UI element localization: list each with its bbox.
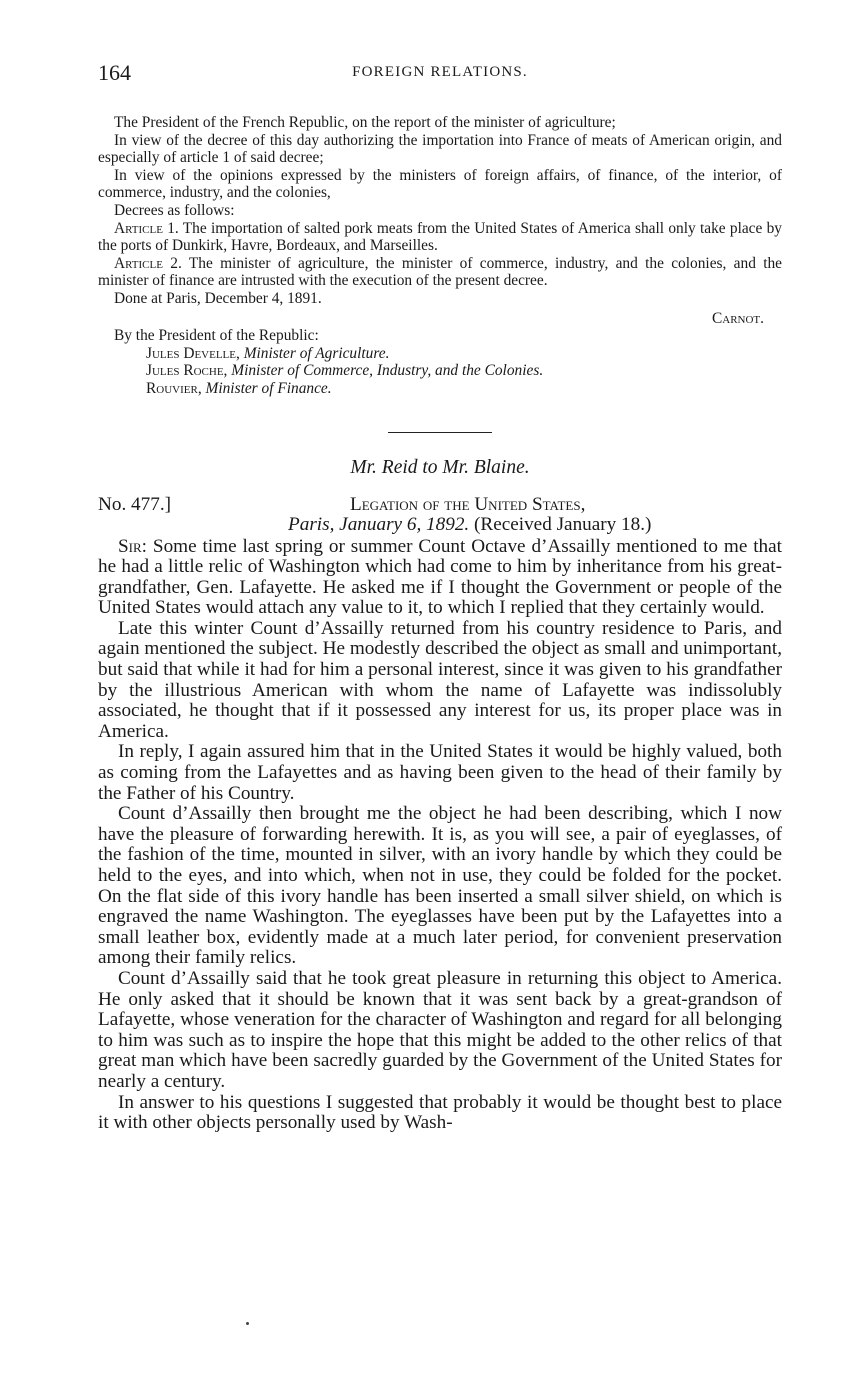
- document-number: No. 477.]: [98, 493, 172, 515]
- decree-paragraph: In view of the decree of this day authorizing the importation into France of meats of American origin, and especially of article 1 of said decree;: [98, 131, 782, 167]
- signature: Carnot.: [711, 309, 764, 327]
- letter-section: [98, 495, 782, 1134]
- decree-section: [98, 114, 782, 398]
- letter-paragraph: In answer to his questions I suggested that probably it would be thought best to place it with other objects personally used by Wash-: [98, 1091, 782, 1134]
- decree-paragraph: In view of the opinions expressed by the ministers of foreign affairs, of finance, of the interior, of commerce, industry, and the colonies,: [98, 166, 782, 202]
- article-text: The importation of salted pork meats from the United States of America shall only take place by the ports of Dunkirk, Havre, Bordeaux, and Marseilles.: [98, 219, 782, 255]
- salutation: Sir:: [118, 535, 148, 557]
- legation-heading: Legation of the United States,: [350, 493, 586, 515]
- running-head: FOREIGN RELATIONS.: [352, 64, 528, 80]
- page-speck: [246, 1322, 249, 1325]
- decree-paragraph: The President of the French Republic, on the report of the minister of agriculture;: [114, 114, 616, 131]
- letter-paragraph: Count d’Assailly then brought me the object he had been describing, which I now have the pleasure of forwarding herewith. It is, as you will see, a pair of eyeglasses, of the fashion of the time, mounted in silver, with an ivory handle by which they could be held to the eyes, and into which, when not in use, they could be folded for the pocket. On the flat side of this ivory handle has been inserted a small silver shield, on which is engraved the name Washington. The eyeglasses have been put by the Lafayettes into a small leather box, evidently made at a much later period, for convenient preservation among their family relics.: [98, 803, 782, 969]
- decree-done: Done at Paris, December 4, 1891.: [114, 289, 322, 307]
- minister-line: Rouvier, Minister of Finance.: [146, 379, 332, 397]
- document-page: [98, 60, 782, 1134]
- decree-article: [98, 220, 782, 255]
- letter-paragraph: Late this winter Count d’Assailly returned from his country residence to Paris, and again mentioned the subject. He modestly described the object as small and unimportant, but said that while it had for him a personal interest, since it was given to his grandfather by the illustrious American with whom the name of Lafayette was indissolubly associated, he thought that if it possessed any interest for us, its proper place was in America.: [98, 617, 782, 742]
- article-label: Article 2.: [114, 254, 182, 272]
- letter-title: Mr. Reid to Mr. Blaine.: [350, 456, 530, 478]
- section-divider: [388, 432, 492, 433]
- page-number: 164: [98, 60, 131, 85]
- letter-paragraph: Sir: Some time last spring or summer Count Octave d’Assailly mentioned to me that he had a little relic of Washington which had come to him by inheritance from his great-grandfather, Gen. Lafayette. He asked me if I thought the Government or people of the United States would attach any value to it, to which I replied that they certainly would.: [98, 535, 782, 619]
- by-president: By the President of the Republic:: [114, 327, 319, 345]
- decree-article: [98, 255, 782, 290]
- decree-paragraph: Decrees as follows:: [114, 201, 235, 219]
- minister-line: Jules Develle, Minister of Agriculture.: [146, 344, 390, 362]
- place-date: Paris, January 6, 1892. (Received January 18.): [288, 513, 652, 535]
- minister-line: Jules Roche, Minister of Commerce, Industry, and the Colonies.: [146, 362, 544, 380]
- letter-paragraph: Count d’Assailly said that he took great pleasure in returning this object to America. He only asked that it should be known that it was sent back by a great-grandson of Lafayette, whose veneration for the character of Washington and regard for all belonging to him was such as to inspire the hope that this might be added to the other relics of that great man which have been sacredly guarded by the Government of the United States for nearly a century.: [98, 967, 782, 1092]
- page-header: [98, 60, 782, 92]
- article-label: Article 1.: [114, 219, 179, 237]
- article-text: The minister of agriculture, the minister of commerce, industry, and the colonies, and the minister of finance are intrusted with the execution of the present decree.: [98, 254, 783, 290]
- dateline: [98, 495, 782, 537]
- letter-paragraph: In reply, I again assured him that in the United States it would be highly valued, both as coming from the Lafayettes and as having been given to the head of their family by the Father of his Country.: [98, 741, 782, 804]
